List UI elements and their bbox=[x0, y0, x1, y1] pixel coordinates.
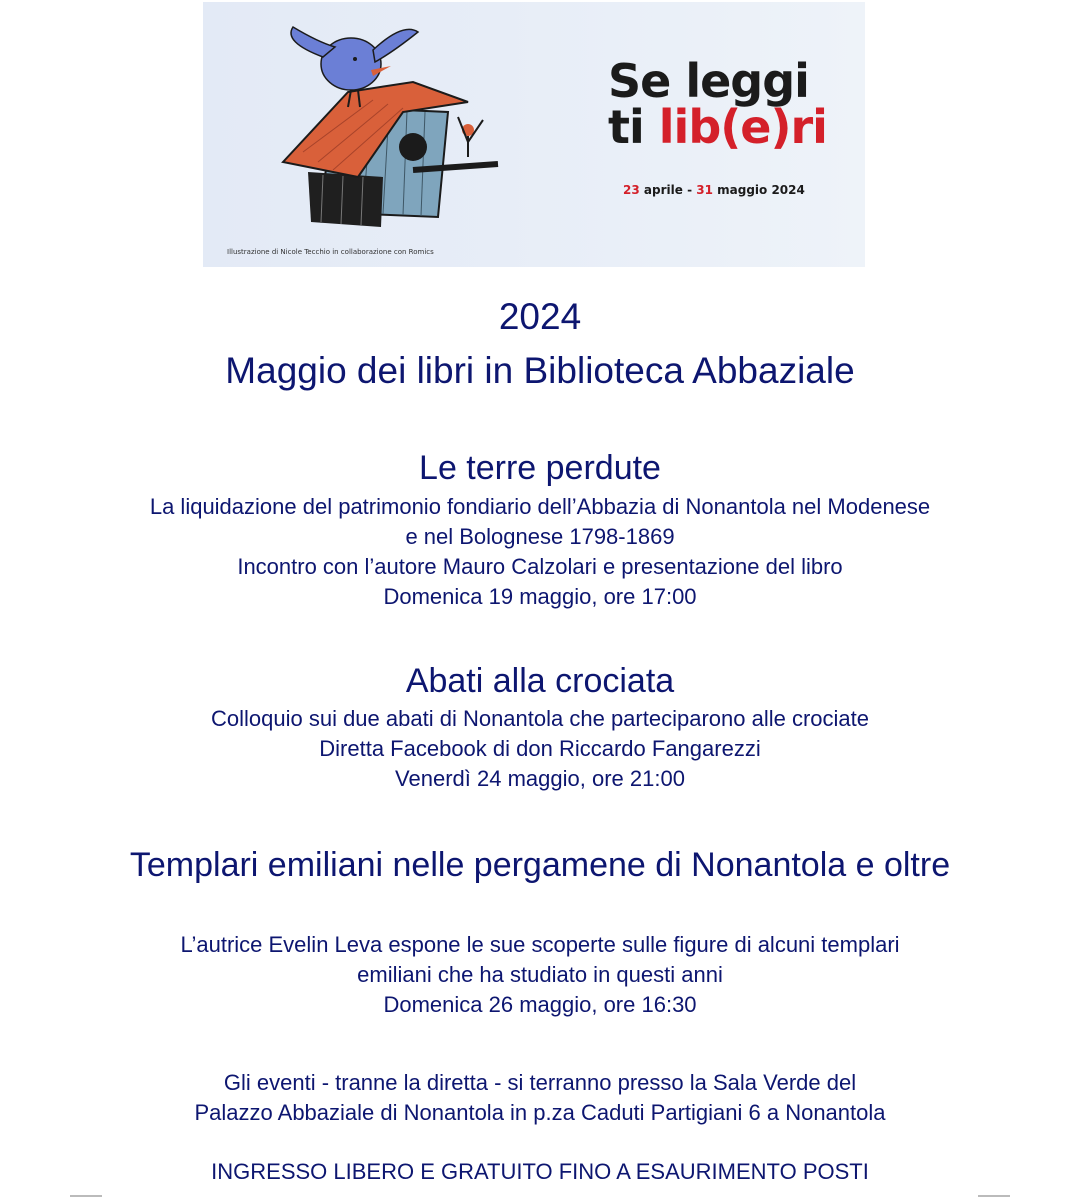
event-details bbox=[0, 492, 1080, 612]
birdhouse-illustration bbox=[263, 12, 513, 237]
page-title: Maggio dei libri in Biblioteca Abbaziale bbox=[225, 350, 855, 391]
event-line: e nel Bolognese 1798-1869 bbox=[405, 524, 675, 549]
date-start-month: aprile bbox=[643, 183, 683, 197]
event-title: Le terre perdute bbox=[419, 449, 661, 487]
event-date: Domenica 26 maggio, ore 16:30 bbox=[383, 992, 697, 1017]
venue-info bbox=[0, 1068, 1080, 1128]
event-date: Domenica 19 maggio, ore 17:00 bbox=[383, 584, 697, 609]
banner-dates bbox=[623, 183, 805, 197]
brand-line1: Se leggi bbox=[608, 54, 809, 108]
event-line: L’autrice Evelin Leva espone le sue scoperte sulle figure di alcuni templari bbox=[180, 932, 900, 957]
event-line: Diretta Facebook di don Riccardo Fangarezzi bbox=[319, 736, 761, 761]
brand-logo bbox=[608, 54, 827, 154]
brand-ti: ti bbox=[608, 100, 644, 154]
event-line: La liquidazione del patrimonio fondiario dell’Abbazia di Nonantola nel Modenese bbox=[149, 494, 931, 519]
event-title: Abati alla crociata bbox=[405, 662, 675, 700]
event-line: Incontro con l’autore Mauro Calzolari e presentazione del libro bbox=[237, 554, 843, 579]
date-separator: - bbox=[687, 183, 693, 197]
brand-line2 bbox=[608, 100, 827, 154]
event-title: Templari emiliani nelle pergamene di Nonantola e oltre bbox=[129, 846, 951, 884]
page-corner-mark bbox=[70, 1195, 102, 1197]
date-start-day: 23 bbox=[623, 183, 640, 197]
page-corner-mark bbox=[978, 1195, 1010, 1197]
brand-libri: lib(e)ri bbox=[658, 100, 827, 154]
venue-line: Palazzo Abbaziale di Nonantola in p.za Caduti Partigiani 6 a Nonantola bbox=[194, 1100, 886, 1125]
illustration-credit: Illustrazione di Nicole Tecchio in collaborazione con Romics bbox=[227, 248, 434, 256]
event-line: emiliani che ha studiato in questi anni bbox=[357, 962, 723, 987]
event-details bbox=[0, 704, 1080, 794]
event-line: Colloquio sui due abati di Nonantola che parteciparono alle crociate bbox=[211, 706, 869, 731]
event-details bbox=[0, 930, 1080, 1020]
page-year: 2024 bbox=[498, 296, 582, 337]
header-banner bbox=[203, 2, 865, 267]
date-end-rest: maggio 2024 bbox=[717, 183, 805, 197]
entry-notice: INGRESSO LIBERO E GRATUITO FINO A ESAURIMENTO POSTI bbox=[211, 1159, 869, 1184]
date-end-day: 31 bbox=[696, 183, 713, 197]
venue-line: Gli eventi - tranne la diretta - si terranno presso la Sala Verde del bbox=[223, 1070, 857, 1095]
event-date: Venerdì 24 maggio, ore 21:00 bbox=[395, 766, 685, 791]
